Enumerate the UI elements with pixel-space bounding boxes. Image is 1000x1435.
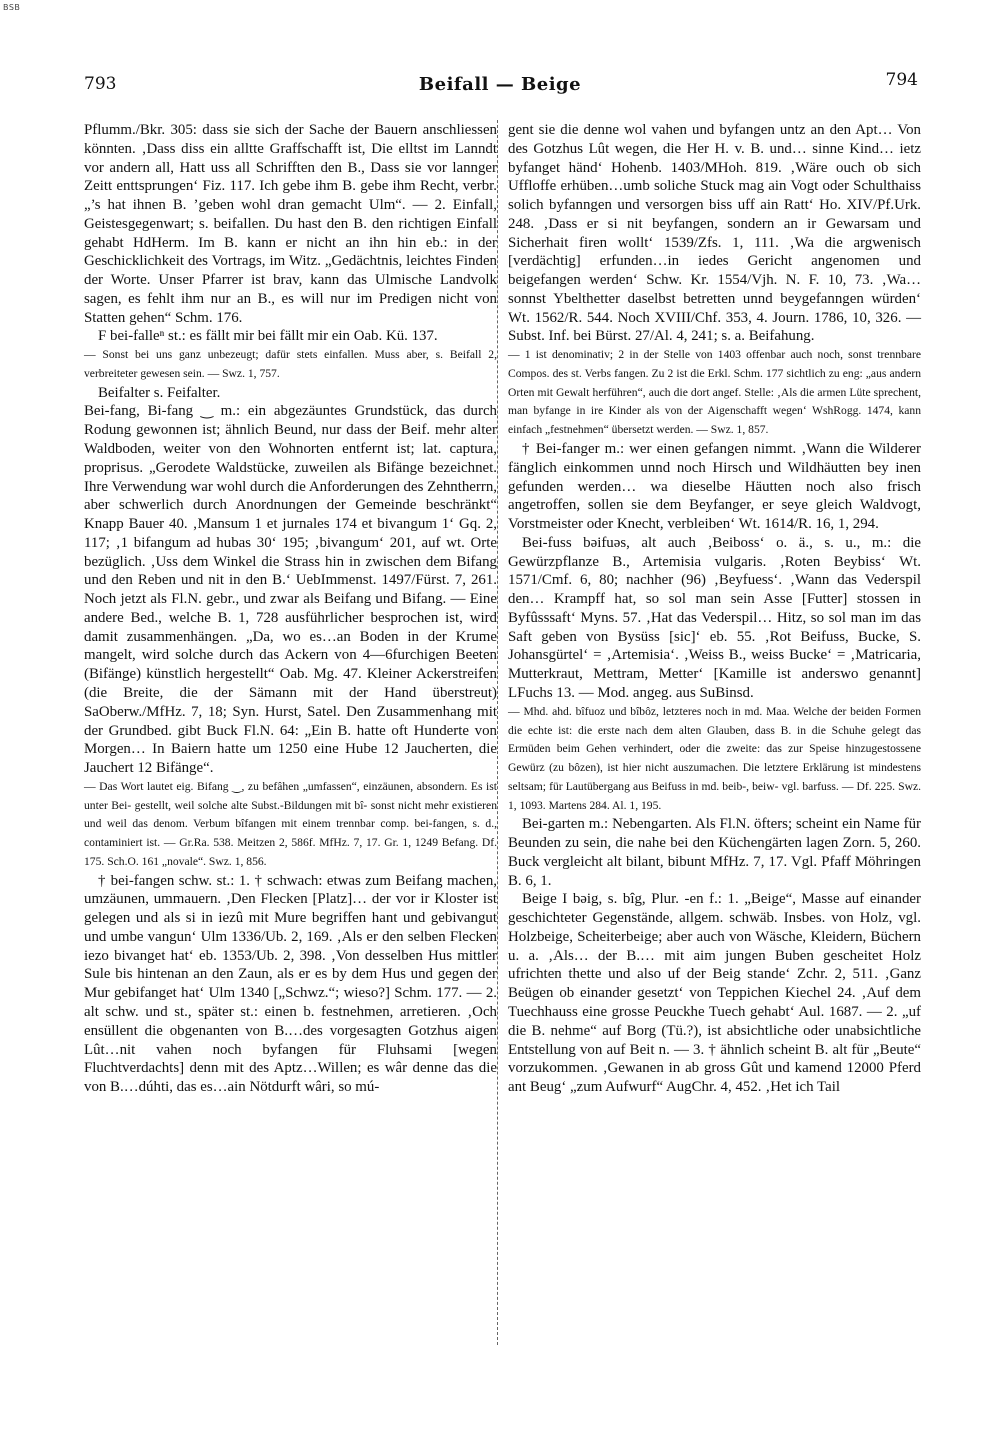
- text-paragraph: — 1 ist denominativ; 2 in der Stelle von 1403 offenbar auch noch, sonst trennbare Compos. des st. Verbs fangen. Zu 2 ist die Erkl. Schm. 177 sichtlich zu eng: „aus andern Orten mit Gewalt herführen“, auch die dort angef. Stelle: ‚Als die armen Lüte sprechent, man byfange in ire Kinder als von der Aigenschafft wegen‘ WshRogg. 1474, kann einfach „festnehmen“ übersetzt werden. — Swz. 1, 857.: [508, 348, 921, 437]
- text-paragraph: Bei-garten m.: Nebengarten. Als Fl.N. öfters; scheint ein Name für Beunden zu sein, die nahe bei den Küchengärten lagen Zorn. 5, 260. Buck vergleicht alt bilant, bibunt MfHz. 7, 17. Vgl. Pfaff Möhringen B. 6, 1.: [508, 816, 921, 889]
- right-column: [508, 121, 921, 1097]
- left-column: [84, 121, 497, 1097]
- text-paragraph: Bei-fang, Bi-fang ‿ m.: ein abgezäuntes Grundstück, das durch Rodung gewonnen ist; ähnlich Beund, nur dass der Beif. mehr alter Waldboden, weiter von den Wohnorten entfernt ist; lat. captura, proprisus. „Gerodete Waldstücke, zuweilen als Bifänge bezeichnet. Ihre Verwendung war wohl durch die Anforderungen des Zehntherrn, aber schwerlich durch Anordnungen der Gemeinde beschränkt“ Knapp Bauer 40. ‚Mansum 1 et jurnales 174 et bivangum 1‘ Gq. 2, 117; ‚1 bifangum ad hubas 30‘ 195; ‚bivangum‘ 201, auf wt. Orte bezüglich. ‚Uss dem Winkel die Strass hin in zwischen dem Bifang und den Reben und nit in den B.‘ UebImmenst. 1497/Fürst. 7, 261. Noch jetzt als Fl.N. gebr., und zwar als Beifang und Bifang. — Eine andere Bed., welche B. 1, 728 ausführlicher besprochen ist, wird damit zusammenhängen. „Da, wo es…an Boden in der Krume mangelt, wird solche durch das Ackern von 4—6furchigen Beeten (Bifänge) künstlich hergestellt“ Oab. Mg. 47. Kleiner Ackerstreifen (die Breite, die der Sämann mit der Hand überstreut) SaOberw./MfHz. 7, 18; Syn. Hurst, Satel. Den Zusammenhang mit der Grundbed. gibt Buck Fl.N. 64: „Ein B. hatte oft Hunderte von Morgen… In Baiern hatte um 1250 eine Hube 12 Jaucherten, die Jauchert 12 Bifänge“.: [84, 403, 497, 777]
- text-paragraph: — Mhd. ahd. bîfuoz und bîbôz, letzteres noch in md. Maa. Welche der beiden Formen die echte ist: die erste nach dem alten Glauben, dass B. in die Schuhe gelegt das Ermüden beim Gehen verhindert, oder die zweite: das zur Speise hinzugestossene Gewürz (zu bôzen), ist hier nicht auszumachen. Die letztere Erklärung ist mindestens seltsam; für Lautübergang aus Beifuss in md. beib-, beiw- vgl. barfuss. — Df. 225. Swz. 1, 1093. Martens 284. Al. 1, 195.: [508, 704, 921, 812]
- page-number-left: 793: [84, 74, 117, 94]
- text-paragraph: Beifalter s. Feifalter.: [98, 384, 221, 401]
- text-paragraph: F bei-falleⁿ st.: es fällt mir bei fällt mir ein Oab. Kü. 137.: [98, 328, 438, 345]
- text-paragraph: — Das Wort lautet eig. Bifang ‿, zu befâhen „umfassen“, einzäunen, absondern. Es ist unter Bei- gestellt, weil solche alte Subst.-Bildungen mit bî- sonst nicht mehr existieren und weil das denom. Verbum bîfangen mit einem trennbar comp. bei-fangen, s. d., contaminiert ist. — Gr.Ra. 538. Meitzen 2, 586f. MfHz. 7, 17. Gr. 1, 1249 Befang. Df. 175. Sch.O. 161 „novale“. Swz. 1, 856.: [84, 779, 497, 868]
- page-header: [0, 70, 1000, 96]
- text-paragraph: Pflumm./Bkr. 305: dass sie sich der Sache der Bauern anschliessen könnten. ‚Dass diss ein alltte Graffschafft ist, Die elltst im Lanndt vor andern all, Hatt uss all Schrifften den B., Dass sie vor lannger Zeitt enttsprungen‘ Fiz. 117. Ich gebe ihm B. gebe ihm Recht, verbr. „’s hat ihnen B. ’geben wohl dran gemacht Ulm“. — 2. Einfall, Geistesgegenwart; s. beifallen. Du hast den B. den richtigen Einfall gehabt HdHerm. Im B. kann er nicht an ihn hin eb.: in der Geschicklichkeit des Vortrags, im Witz. „Gedächtnis, leichtes Finden der Worte. Unser Pfarrer ist brav, kann das Ulmische Landvolk sagen, es fehlt ihm nur an B., es will nur im Predigen nicht von Statten gehen“ Schm. 176.: [84, 122, 497, 326]
- running-head-title: Beifall — Beige: [418, 74, 582, 95]
- column-divider: [497, 120, 498, 1345]
- text-paragraph: Bei-fuss bəifuəs, alt auch ‚Beiboss‘ o. ä., s. u., m.: die Gewürzpflanze B., Artemisia vulgaris. ‚Roten Beybiss‘ Wt. 1571/Cmf. 6, 80; nachher (96) ‚Beyfuess‘. ‚Wann das Vederspil den… Krampff hat, so sol man sein Asse [Futter] stossen in Byfûsssaft‘ Myns. 57. ‚Hat das Vederspil… Hitz, so sol man im das Saft geben von Bysüss [sic]‘ eb. 55. ‚Rot Beifuss, Bucke, S. Johansgürtel‘ = ‚Artemisia‘. ‚Weiss B., weiss Bucke‘ = ‚Matricaria, Mutterkraut, Mettram, Metter‘ [Kamille ist anderswo genannt] LFuchs 13. — Mod. angeg. aus SuBinsd.: [508, 534, 921, 701]
- library-watermark: BSB: [3, 3, 21, 12]
- text-paragraph: † bei-fangen schw. st.: 1. † schwach: etwas zum Beifang machen, umzäunen, ummauern. ‚Den Flecken [Platz]… der vor ir Kloster ist gelegen und als si in iezû mit Mure begriffen hant und gebivangut und umbe vangun‘ Ulm 1336/Ub. 2, 169. ‚Als er den selben Flecken iezo bivanget hat‘ eb. 1353/Ub. 2, 398. ‚Von desselben Hus mittler Sule bis hintenan an den Zaun, als er es by dem Hus und gegen der Mur gebifanget hat‘ Ulm 1340 [„Schwz.“; wieso?] Schm. 177. — 2. alt schw. und st., später st.: einen b. festnehmen, arretieren. ‚Och ensüllent die obgenanten von B.…des vorgesagten Gotzhus aigen Lût…nit vahen noch byfangen für Fluhsami [wegen Fluchtverdachts] denn mit des Aptz…Willen; es wâr denne das die von B.…dúhti, das es…ain Nötdurft wâri, so mú-: [84, 872, 497, 1096]
- text-paragraph: † Bei-fanger m.: wer einen gefangen nimmt. ‚Wann die Wilderer fänglich einkommen unnd noch Hirsch und Wildhäutten bey inen gefunden werden… wa dieselbe Häutten noch also frisch angetroffen, sollen sie dem Beyfanger, er seye gleich Waldvogt, Vorstmeister oder Knecht, verbleiben‘ Wt. 1614/R. 16, 1, 294.: [508, 441, 921, 533]
- text-paragraph: Beige I bəig, s. bîg, Plur. -en f.: 1. „Beige“, Masse auf einander geschichteter Gegenstände, allgem. schwäb. Insbes. von Holz, vgl. Holzbeige, Scheiterbeige; aber auch von Wäsche, Kleidern, Büchern u. a. ‚Als… der B.… mit aim jungen Buben gescheitet Holz ufrichten thette und also uf der Beig stande‘ Zchr. 2, 511. ‚Ganz Beügen ob einander gesetzt‘ von Teppichen Kiechel 24. ‚Auf dem Tuechhauss eine grosse Peuckhe Tuech gehabt‘ Aul. 1687. — 2. „uf die B. nehme“ auf Borg (Tü.?), ist absichtliche oder unabsichtliche Entstellung von auf Beit n. — 3. † ähnlich scheint B. alt für „Beute“ vorzukommen. ‚Gewanen in ab gross Gût und kamend 12000 Pferd ant Beug‘ „zum Aufwurf“ AugChr. 4, 452. ‚Het ich Tail: [508, 891, 921, 1096]
- page-number-right: 794: [885, 70, 918, 90]
- text-paragraph: gent sie die denne wol vahen und byfangen untz an den Apt… Von des Gotzhus Lût wegen, die Her H. v. B. und… sinne Kind… ietz byfanget händ‘ Hohenb. 1403/MHoh. 819. ‚Wäre ouch ob sich Uffloffe erhüben…umb soliche Stuck mag ain Vogt oder Schulthaiss solich byfanngen und versorgen biss uff ain Ratt‘ Ho. XIV/Pf.Urk. 248. ‚Dass er si nit beyfangen, sondern an ir Gewarsam und Sicherhait firen wollt‘ 1539/Zfs. 1, 111. ‚Wa die argwenisch [verdächtig] erfunden…in iedes Gericht angenomen und beigefangen werden‘ Schw. Kr. 1554/Vjh. N. F. 10, 73. ‚Wa… sonnst Ybelthetter daselbst betretten unnd beygefanngen würden‘ Wt. 1562/R. 544. Noch XVIII/Chf. 353, 4. Journ. 1786, 10, 326. — Subst. Inf. bei Bürst. 27/Al. 4, 241; s. a. Beifahung.: [508, 122, 921, 345]
- text-paragraph: — Sonst bei uns ganz unbezeugt; dafür stets einfallen. Muss aber, s. Beifall 2, verbreiteter gewesen sein. — Swz. 1, 757.: [84, 348, 497, 380]
